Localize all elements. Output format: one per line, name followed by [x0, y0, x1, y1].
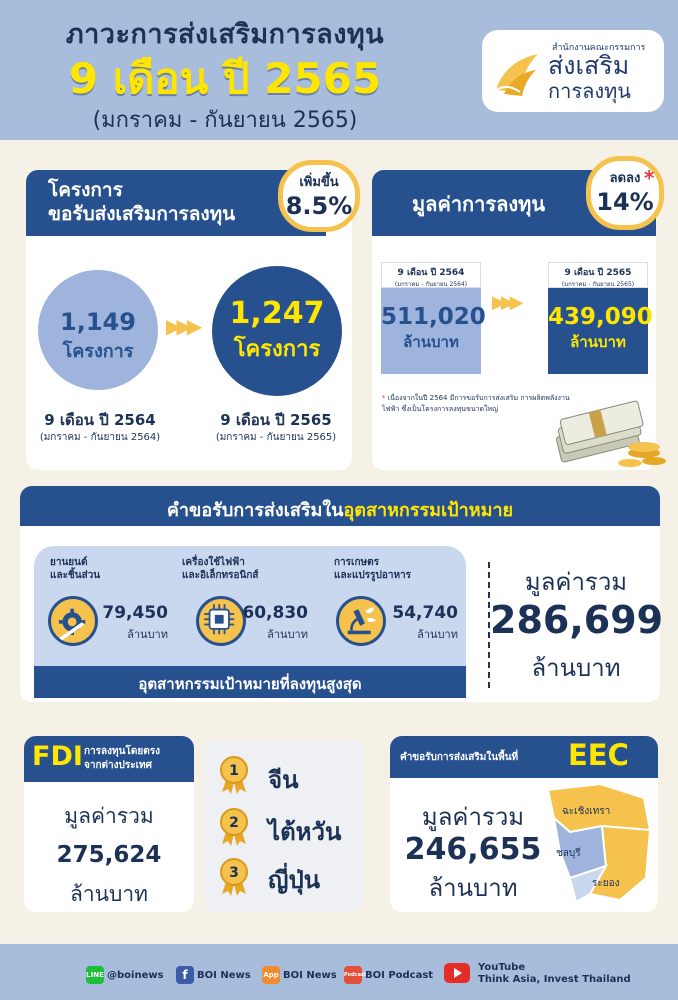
investment-change-value: 14%	[596, 188, 654, 216]
projects-curr-period: 9 เดือน ปี 2565	[220, 411, 332, 429]
fdi-rank-2-country: ไต้หวัน	[268, 818, 342, 846]
fdi-total-unit: ล้านบาท	[70, 882, 148, 906]
page-subtitle: (มกราคม - กันยายน 2565)	[92, 108, 358, 133]
province-rayong: ระยอง	[592, 878, 620, 889]
projects-prev-period: 9 เดือน ปี 2564	[44, 411, 156, 429]
province-chachoengsao: ฉะเชิงเทรา	[562, 806, 611, 817]
projects-curr-unit: โครงการ	[233, 337, 321, 362]
fdi-rank-3-country: ญี่ปุ่น	[268, 866, 321, 894]
investment-prev-value: 511,020	[381, 304, 486, 330]
investment-prev-period: 9 เดือน ปี 2564	[397, 268, 465, 278]
fdi-rank-1-country: จีน	[268, 766, 299, 794]
page-title-period: 9 เดือน ปี 2565	[68, 54, 382, 103]
fdi-subtitle: การลงทุนโดยตรง จากต่างประเทศ	[84, 746, 160, 771]
target-industry-title-highlight: อุตสาหกรรมเป้าหมาย	[343, 500, 514, 521]
money-stack-icon	[538, 393, 668, 469]
footer-youtube[interactable]: YouTube Think Asia, Invest Thailand	[478, 962, 631, 985]
footnote-text: เนื่องจากในปี 2564 มีการขอรับการส่งเสริม การผลิตพลังงานไฟฟ้า ซึ่งเป็นโครงการลงทุนขนาดใหญ่	[382, 394, 570, 413]
fdi-badge: FDI	[32, 741, 83, 772]
fdi-total-label: มูลค่ารวม	[64, 804, 154, 828]
eec-badge: EEC	[568, 738, 629, 772]
industry-unit-electronics: ล้านบาท	[267, 628, 308, 641]
industry-name-agriculture: การเกษตร และแปรรูปอาหาร	[334, 557, 412, 581]
eec-total-value: 246,655	[404, 832, 542, 867]
projects-curr-value: 1,247	[229, 296, 325, 331]
projects-prev-unit: โครงการ	[62, 341, 134, 362]
investment-change-label: ลดลง	[609, 171, 641, 186]
medal-rank-2: 2	[229, 815, 239, 831]
fdi-total-value: 275,624	[56, 842, 162, 868]
eec-total-unit: ล้านบาท	[428, 874, 518, 902]
arrows-icon: ▶▶▶	[492, 292, 519, 313]
asterisk-mark: *	[644, 166, 655, 190]
arrows-icon: ▶▶▶	[166, 314, 198, 338]
industry-unit-agriculture: ล้านบาท	[417, 628, 458, 641]
investment-curr-value: 439,090	[548, 304, 653, 330]
projects-prev-circle	[38, 270, 158, 390]
medal-icon	[214, 856, 254, 896]
footer-app[interactable]: App BOI News	[262, 966, 337, 984]
page-title: ภาวะการส่งเสริมการลงทุน	[65, 19, 385, 50]
industry-panel-footer: อุตสาหกรรมเป้าหมายที่ลงทุนสูงสุด	[34, 666, 466, 698]
investment-curr-period-sub: (มกราคม - กันยายน 2565)	[561, 281, 635, 288]
projects-change-badge	[278, 160, 360, 232]
medal-icon	[214, 754, 254, 794]
medal-rank-1: 1	[229, 763, 239, 779]
province-chonburi: ชลบุรี	[556, 848, 581, 859]
industry-value-electronics: 60,830	[242, 603, 308, 623]
investment-prev-unit: ล้านบาท	[403, 333, 459, 351]
investment-prev-box	[381, 262, 486, 374]
app-icon: App	[262, 966, 280, 984]
investment-curr-period: 9 เดือน ปี 2565	[564, 268, 632, 278]
logo-main-text: ส่งเสริม	[548, 51, 630, 80]
investment-title: มูลค่าการลงทุน	[412, 192, 546, 216]
footer-podcast[interactable]: PodcastBOI Podcast	[344, 966, 433, 984]
target-total-value: 286,699	[490, 598, 664, 642]
youtube-icon	[444, 963, 470, 983]
logo-sub-text: การลงทุน	[548, 79, 631, 103]
projects-change-label: เพิ่มขึ้น	[299, 175, 339, 190]
target-industry-title: คำขอรับการส่งเสริมในอุตสาหกรรมเป้าหมาย	[166, 500, 514, 521]
industry-name-automotive: ยานยนต์ และชิ้นส่วน	[50, 557, 101, 581]
investment-prev-head	[381, 262, 481, 288]
investment-curr-box	[548, 262, 653, 374]
target-total-unit: ล้านบาท	[531, 654, 621, 682]
industry-unit-automotive: ล้านบาท	[127, 628, 168, 641]
boi-logo	[482, 30, 664, 112]
medal-rank-3: 3	[229, 865, 239, 881]
industry-value-automotive: 79,450	[102, 603, 168, 623]
footnote-asterisk: *	[382, 394, 386, 402]
investment-curr-unit: ล้านบาท	[570, 333, 626, 351]
footer-line[interactable]: LINE @boinews	[86, 966, 164, 984]
investment-curr-head	[548, 262, 648, 288]
medal-icon	[214, 806, 254, 846]
investment-prev-period-sub: (มกราคม - กันยายน 2564)	[394, 281, 468, 288]
target-total-label: มูลค่ารวม	[524, 568, 628, 596]
eec-subtitle: คำขอรับการส่งเสริมในพื้นที่	[400, 752, 519, 763]
projects-title: โครงการ ขอรับส่งเสริมการลงทุน	[48, 179, 236, 225]
facebook-icon: f	[176, 966, 194, 984]
projects-curr-circle	[212, 266, 342, 396]
podcast-icon: Podcast	[344, 966, 362, 984]
projects-change-value: 8.5%	[285, 192, 353, 220]
eec-total-label: มูลค่ารวม	[421, 803, 525, 831]
logo-office-text: สำนักงานคณะกรรมการ	[552, 43, 646, 53]
industry-value-agriculture: 54,740	[392, 603, 458, 623]
projects-curr-period-sub: (มกราคม - กันยายน 2565)	[215, 432, 337, 443]
industry-name-electronics: เครื่องใช้ไฟฟ้า และอิเล็กทรอนิกส์	[182, 557, 259, 581]
footer-facebook[interactable]: f BOI News	[176, 966, 251, 984]
projects-prev-period-sub: (มกราคม - กันยายน 2564)	[39, 432, 161, 443]
wing-icon	[492, 50, 542, 98]
line-icon: LINE	[86, 966, 104, 984]
projects-prev-value: 1,149	[60, 308, 136, 336]
